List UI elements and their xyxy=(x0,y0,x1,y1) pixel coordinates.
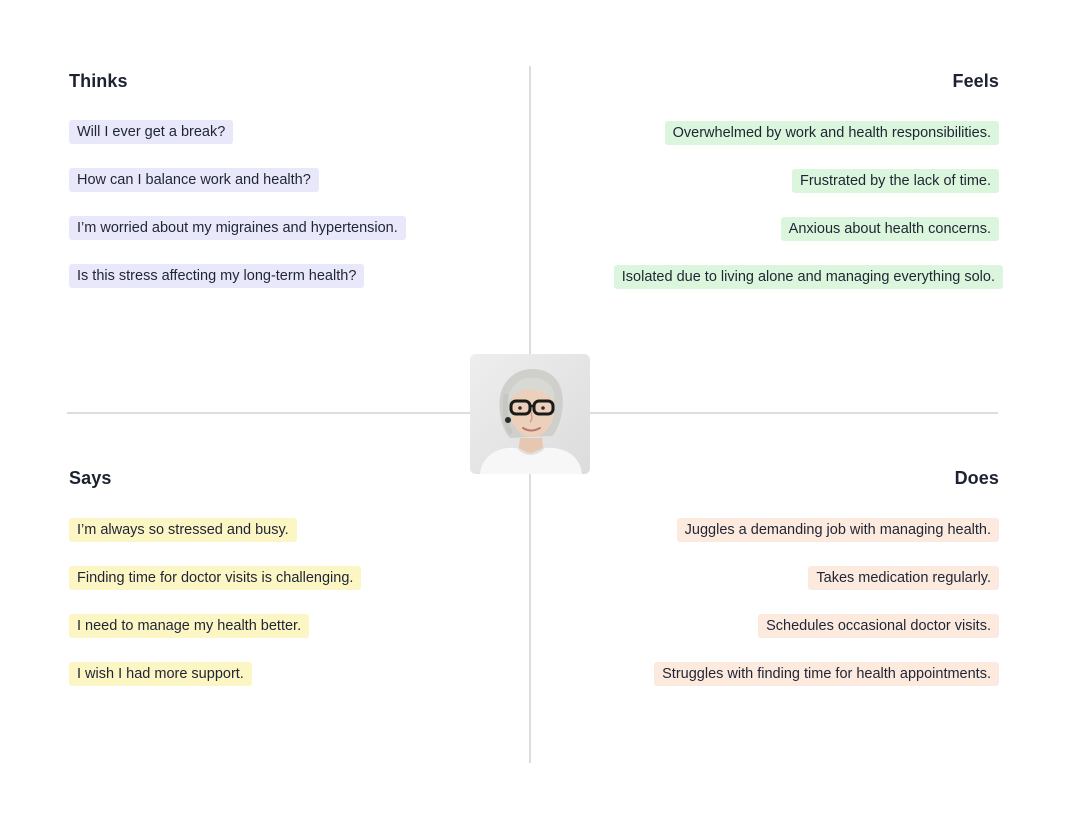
does-item: Schedules occasional doctor visits. xyxy=(758,614,999,638)
does-list xyxy=(654,518,999,686)
feels-item: Anxious about health concerns. xyxy=(781,217,999,241)
says-item: I wish I had more support. xyxy=(69,662,252,686)
thinks-item: Will I ever get a break? xyxy=(69,120,233,144)
does-item: Takes medication regularly. xyxy=(808,566,999,590)
thinks-item: I’m worried about my migraines and hypertension. xyxy=(69,216,406,240)
says-item: I’m always so stressed and busy. xyxy=(69,518,297,542)
thinks-item: Is this stress affecting my long-term health? xyxy=(69,264,364,288)
thinks-item: How can I balance work and health? xyxy=(69,168,319,192)
persona-avatar xyxy=(470,354,590,474)
says-item: I need to manage my health better. xyxy=(69,614,309,638)
does-title: Does xyxy=(954,468,999,488)
feels-item: Overwhelmed by work and health responsibilities. xyxy=(665,121,999,145)
says-item: Finding time for doctor visits is challenging. xyxy=(69,566,361,590)
says-title: Says xyxy=(69,468,112,488)
thinks-list xyxy=(69,120,406,288)
does-item: Struggles with finding time for health appointments. xyxy=(654,662,999,686)
thinks-title: Thinks xyxy=(69,71,128,91)
feels-item: Frustrated by the lack of time. xyxy=(792,169,999,193)
feels-item: Isolated due to living alone and managing everything solo. xyxy=(614,265,1003,289)
does-item: Juggles a demanding job with managing health. xyxy=(677,518,999,542)
persona-photo-icon xyxy=(470,354,590,474)
says-list xyxy=(69,518,361,686)
feels-title: Feels xyxy=(952,71,999,91)
feels-list xyxy=(614,121,999,289)
